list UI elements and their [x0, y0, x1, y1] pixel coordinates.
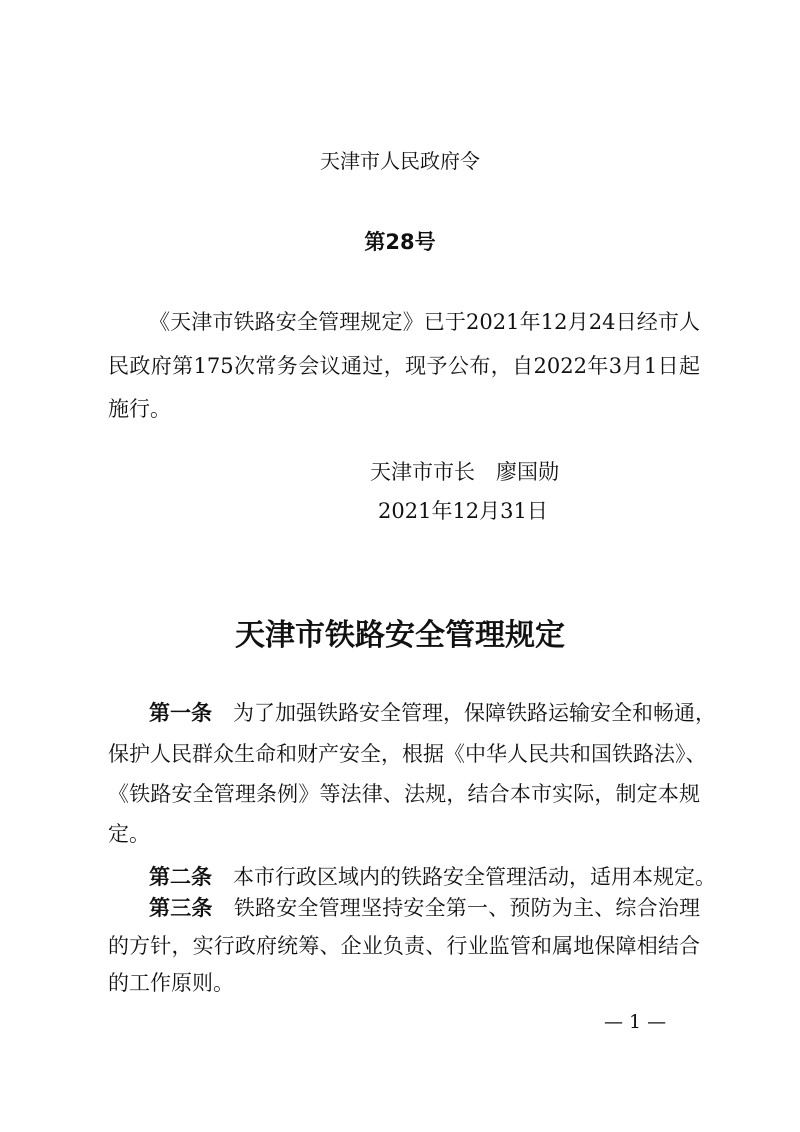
article-1	[149, 698, 716, 728]
article-text: 为了加强铁路安全管理，保障铁路运输安全和畅通，	[233, 701, 716, 725]
article-label: 第三条	[149, 896, 213, 920]
signer: 天津市市长 廖国勋	[370, 460, 559, 484]
article-line: 的方针，实行政府统筹、企业负责、行业监管和属地保障相结合	[108, 934, 700, 958]
article-label: 第二条	[149, 865, 212, 889]
article-2	[149, 862, 716, 892]
article-text: 铁路安全管理坚持安全第一、预防为主、综合治理	[233, 896, 701, 920]
promulgation-line: 施行。	[108, 397, 171, 421]
document-title: 天津市铁路安全管理规定	[235, 618, 565, 653]
promulgation-line: 民政府第175次常务会议通过，现予公布，自2022年3月1日起	[108, 354, 700, 378]
signature-date: 2021年12月31日	[378, 499, 548, 523]
article-line: 定。	[108, 822, 150, 846]
article-3	[149, 893, 700, 923]
promulgation-line: 《天津市铁路安全管理规定》已于2021年12月24日经市人	[149, 310, 700, 334]
article-text: 本市行政区域内的铁路安全管理活动，适用本规定。	[233, 865, 716, 889]
issuer-heading: 天津市人民政府令	[320, 149, 480, 173]
article-label: 第一条	[149, 701, 212, 725]
page-number: — 1 —	[604, 1011, 667, 1033]
article-line: 《铁路安全管理条例》等法律、法规，结合本市实际，制定本规	[108, 782, 700, 806]
order-number: 第28号	[364, 230, 436, 254]
article-line: 保护人民群众生命和财产安全，根据《中华人民共和国铁路法》、	[108, 742, 707, 766]
article-line: 的工作原则。	[108, 971, 234, 995]
